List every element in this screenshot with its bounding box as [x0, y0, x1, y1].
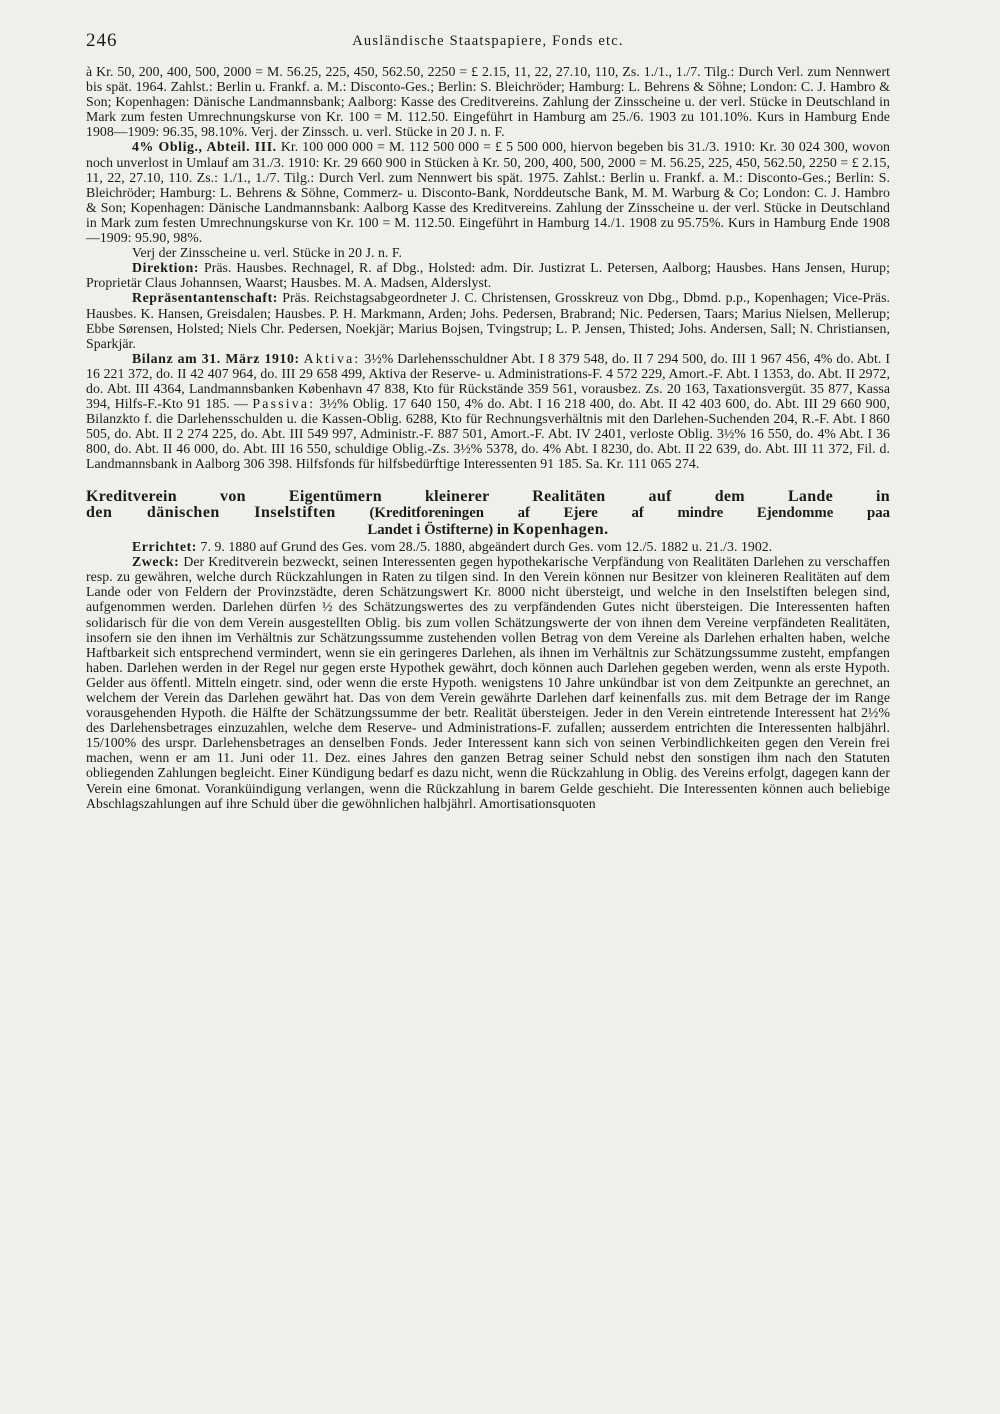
representatives-text: Präs. Reichstagsabgeordneter J. C. Christensen, Grosskreuz von Dbg., Dbmd. p.p., Kopenhagen; Vice-Präs. Hausbes. K. Hansen, Greisdalen; Hausbes. P. H. Markmann, Arden; Johs. Pedersen, Brabrand; Nic. Pedersen, Taars; Marius Nielsen, Mellerup; Ebbe Sørensen, Holsted; Niels Chr. Pedersen, Noekjär; Marius Bojsen, Tvingstrup; L. P. Jensen, Thisted; Johs. Andersen, Sall; N. Christiansen, Sparkjär. [86, 290, 890, 351]
representatives-label: Repräsentantenschaft: [132, 290, 278, 306]
zweck-text: Der Kreditverein bezweckt, seinen Interessenten gegen hypothekarische Verpfändung von Realitäten Darlehen zu verschaffen resp. zu gewähren, welche durch Rückzahlungen in Raten zu tilgen sind. In den Verein können nur Besitzer von kleineren Realitäten auf dem Lande oder von Feldern der Provinzstädte, deren Schätzungswert Kr. 8000 nicht übersteigt, und welche in den Inselstiften belegen sind, aufgenommen werden. Darlehen dürfen ½ des Schätzungswertes des zu verpfändenden Gutes nicht übersteigen. Die Interessenten haften solidarisch für die von dem Verein ausgestellten Oblig. bis zum vollen Schätzungswerte der von ihnen dem Vereine verpfändeten Realitäten, insofern sie den ihnen im Verhältnis zur Schätzungssumme zustehenden vollen Betrag von dem Vereine als Darlehen erhalten haben, welche Haftbarkeit sich entsprechend vermindert, wenn sie ein geringeres Darlehen, als ihnen im Verhältnis zur Schätzungssumme zusteht, empfangen haben. Darlehen werden in der Regel nur gegen erste Hypothek gewährt, doch können auch Darlehen gegeben werden, wenn als erste Hypoth. Gelder aus öffentl. Mitteln eingetr. sind, oder wenn die erste Hypoth. wenigstens 10 Jahre unkündbar ist von dem Zeitpunkte an gerechnet, an welchem der Verein das Darlehen gewährt hat. Das von dem Verein gewährte Darlehen darf keinenfalls zus. mit dem Betrage der im Range vorausgehenden Hypoth. die Hälfte der Schätzungssumme der betr. Realität übersteigen. Jeder in den Verein eintretende Interessent hat 2½% des Darlehensbetrages einzuzahlen, welche dem Reserve- und Administrations-F. zufallen; ausserdem entrichten die Interessenten halbjährl. 15/100% des urspr. Darlehensbetrages an denselben Fonds. Jeder Interessent kann sich von seinen Verbindlichkeiten gegen den Verein frei machen, wenn er am 11. Juni oder 11. Dez. eines Jahres den ganzen Betrag seiner Schuld nebst den sonstigen ihm nach den Statuten obliegenden Zahlungen begleicht. Einer Kündigung bedarf es dazu nicht, wenn die Rückzahlung in Oblig. des Vereins erfolgt, dagegen kann der Verein eine 6monat. Voranküindigung verlangen, wenn die Rückzahlung in barem Gelde geschieht. Die Interessenten können auch beliebige Abschlagszahlungen auf ihre Schuld über die gewöhnlichen halbjährl. Amortisationsquoten [86, 554, 890, 811]
errichtet-label: Errichtet: [132, 539, 197, 555]
heading-line-3-city: Kopenhagen. [512, 520, 609, 538]
section-spacer [86, 472, 890, 489]
zweck-label: Zweck: [132, 554, 180, 570]
paragraph-prescription: Verj der Zinsscheine u. verl. Stücke in 20 J. n. F. [132, 245, 403, 261]
paragraph-zweck [86, 554, 890, 811]
paragraph-issue-terms: à Kr. 50, 200, 400, 500, 2000 = M. 56.25, 225, 450, 562.50, 2250 = £ 2.15, 11, 22, 27.10, 110, Zs. 1./1., 1./7. Tilg.: Durch Verl. zum Nennwert bis spät. 1964. Zahlst.: Berlin u. Frankf. a. M.: Disconto-Ges.; Berlin: S. Bleichröder; Hamburg: L. Behrens & Söhne; London: C. J. Hambro & Son; Kopenhagen: Dänische Landmannsbank; Aalborg: Kasse des Creditvereins. Zahlung der Zinsscheine u. der verl. Stücke in Deutschland in Mark zum festen Umrechnungskurse von Kr. 100 = M. 112.50. Eingeführt in Hamburg am 25./6. 1903 zu 101.10%. Kurs in Hamburg Ende 1908—1909: 96.35, 98.10%. Verj. der Zinssch. u. verl. Stücke in 20 J. n. F. [86, 64, 890, 140]
section-heading [86, 489, 890, 539]
running-title: Ausländische Staatspapiere, Fonds etc. [352, 33, 624, 49]
running-head [86, 30, 890, 64]
passiva-text: 3½% Oblig. 17 640 150, 4% do. Abt. I 16 218 400, do. Abt. II 42 403 600, do. Abt. III 29 660 900, Bilanzkto f. die Darlehensschulden u. die Kassen-Oblig. 6288, Kto für Rechnungsverhältnis mit den Darlehen-Suchenden 204, R.-F. Abt. I 860 505, do. Abt. II 2 274 225, do. Abt. III 549 997, Administr.-F. 887 501, Amort.-F. Abt. IV 2401, verloste Oblig. 3½% 16 550, do. 4% Abt. I 36 800, do. Abt. II 46 000, do. Abt. III 16 550, schuldige Oblig.-Zs. 3½% 5378, do. 4% Abt. I 8230, do. Abt. II 22 639, do. Abt. III 11 372, Fil. d. Landmannsbank in Aalborg 306 398. Hilfsfonds für hilfsbedürftige Interessenten 91 185. Sa. Kr. 111 065 274. [86, 396, 890, 472]
heading-line-3 [86, 522, 890, 539]
aktiva-text: 3½% Darlehensschuldner Abt. I 8 379 548, do. II 7 294 500, do. III 1 967 456, 4% do. Abt. I 16 221 372, do. II 42 407 964, do. III 29 658 499, Aktiva der Reserve- u. Administrations-F. 4 572 229, Amort.-F. Abt. I 1353, do. Abt. II 2972, do. Abt. III 4364, Landmannsbanken København 47 838, Kto für Rückstände 359 561, vorausbez. Zs. 20 163, Taxationsvergüt. 35 877, Kassa 394, Hilfs-F.-Kto 91 185. — [86, 350, 890, 412]
bond-label: 4% Oblig., Abteil. III. [132, 139, 277, 155]
direktion-text: Präs. Hausbes. Rechnagel, R. af Dbg., Holsted: adm. Dir. Justizrat L. Petersen, Aalborg; Hausbes. Hans Jensen, Hurup; Proprietär Claus Johannsen, Waarst; Hausbes. M. A. Madsen, Alderslyst. [86, 260, 890, 291]
paragraph-representatives [86, 290, 890, 350]
paragraph-errichtet [86, 539, 890, 554]
heading-line-2-main: den dänischen Inselstiften [86, 504, 336, 522]
direktion-label: Direktion: [132, 260, 200, 276]
heading-line-2 [86, 505, 890, 522]
heading-line-2-sub: (Kreditforeningen af Ejere af mindre Ejendomme paa [335, 505, 891, 522]
heading-line-3-sub: Landet i Östifterne) in [367, 521, 513, 538]
heading-line-1: Kreditverein von Eigentümern kleinerer Realitäten auf dem Lande in [86, 487, 890, 505]
paragraph-bond-abteil-iii [86, 139, 890, 245]
balance-label: Bilanz am 31. März 1910: [132, 350, 300, 366]
aktiva-label: Aktiva: [303, 350, 361, 366]
bond-text: Kr. 100 000 000 = M. 112 500 000 = £ 5 500 000, hiervon begeben bis 31./3. 1910: Kr. 30 024 300, wovon noch unverlost in Umlauf am 31./3. 1910: Kr. 29 660 900 in Stücken à Kr. 50, 200, 400, 500, 2000 = M. 56.25, 225, 450, 562.50, 2250 = £ 2.15, 11, 22, 27.10, 110. Zs.: 1./1., 1./7. Tilg.: Durch Verl. zum Nennwert bis spät. 1975. Zahlst.: Berlin u. Frankf. a. M.: Disconto-Ges.; Berlin: S. Bleichröder; Hamburg: L. Behrens & Söhne, Commerz- u. Disconto-Bank, Norddeutsche Bank, M. M. Warburg & Co; London: C. J. Hambro & Son; Kopenhagen: Dänische Landmannsbank: Aalborg Kasse des Kreditvereins. Zahlung der Zinsscheine u. der verl. Stücke in Deutschland in Mark zum festen Umrechnungskurse von Kr. 100 = M. 112.50. Eingeführt in Hamburg 14./1. 1908 zu 95.75%. Kurs in Hamburg Ende 1908—1909: 95.90, 98%. [86, 139, 890, 246]
paragraph-balance [86, 351, 890, 472]
passiva-label: Passiva: [252, 396, 316, 412]
paragraph-direktion [86, 260, 890, 290]
page-number: 246 [86, 30, 118, 51]
errichtet-text: 7. 9. 1880 auf Grund des Ges. vom 28./5. 1880, abgeändert durch Ges. vom 12./5. 1882 u. 21./3. 1902. [197, 539, 773, 555]
